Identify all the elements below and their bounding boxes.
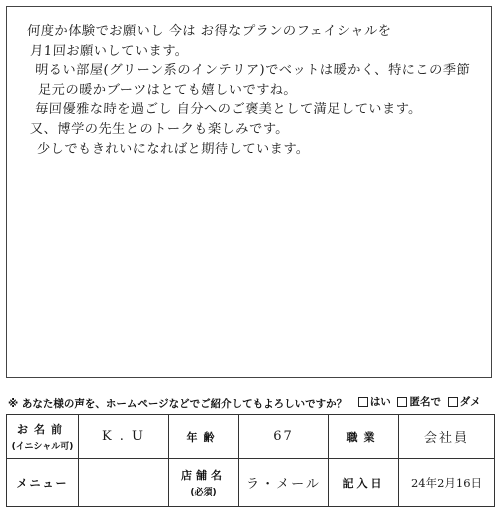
handwritten-comment [18, 22, 490, 159]
customer-info-table [6, 414, 495, 507]
comment-line: 月1回お願いしています。 [29, 43, 189, 59]
name-value-cell[interactable] [79, 415, 169, 459]
comment-line: 毎回優雅な時を過ごし 自分へのご褒美として満足しています。 [34, 102, 423, 118]
comment-line: 足元の暖かブーツはとても嬉しいですね。 [37, 82, 298, 98]
question-text: ※ あなた様の声を、ホームページなどでご紹介してもよろしいですか？ [8, 397, 348, 410]
menu-label: メニュー [16, 476, 69, 490]
checkbox-icon[interactable] [397, 397, 407, 407]
job-value: 会社員 [423, 431, 469, 446]
publish-permission-question [8, 394, 494, 411]
store-label-cell [169, 459, 239, 507]
date-label-cell [329, 459, 399, 507]
job-value-cell[interactable] [399, 415, 495, 459]
checkbox-icon[interactable] [448, 397, 458, 407]
name-label-cell [7, 415, 79, 459]
menu-label-cell [7, 459, 79, 507]
job-label-cell [329, 415, 399, 459]
date-value: 24年2月16日 [410, 475, 483, 490]
table-row [7, 459, 495, 507]
comment-line: 何度か体験でお願いし 今は お得なプランのフェイシャルを [26, 24, 392, 39]
option-yes-label: はい [369, 396, 391, 408]
option-anonymous-label: 匿名で [409, 396, 441, 408]
store-value-cell[interactable] [239, 459, 329, 507]
store-sub-label: (必須) [190, 488, 217, 498]
age-value-cell[interactable] [239, 415, 329, 459]
comment-line: 少しでもきれいになればと期待しています。 [36, 141, 311, 157]
age-label: 年齢 [186, 430, 221, 444]
date-value-cell[interactable] [399, 459, 495, 507]
name-label: お名前 [17, 423, 68, 436]
option-no[interactable] [448, 394, 481, 409]
name-value: K . U [101, 429, 146, 444]
comment-line: 又、博学の先生とのトークも楽しみです。 [29, 121, 290, 137]
job-label: 職業 [346, 430, 381, 444]
menu-value-cell[interactable] [79, 459, 169, 507]
date-label: 記入日 [342, 476, 385, 490]
age-value: 67 [273, 429, 294, 444]
comment-line: 明るい部屋(グリーン系のインテリア)でベットは暖かく、特にこの季節 [34, 63, 471, 79]
name-sub-label: (イニシャル可) [11, 442, 74, 452]
checkbox-icon[interactable] [358, 397, 368, 407]
store-value: ラ・メール [246, 477, 321, 492]
option-yes[interactable] [358, 394, 391, 409]
option-anonymous[interactable] [397, 394, 441, 409]
table-row [7, 415, 495, 459]
option-no-label: ダメ [459, 396, 481, 408]
age-label-cell [169, 415, 239, 459]
store-label: 店舗名 [181, 469, 226, 482]
